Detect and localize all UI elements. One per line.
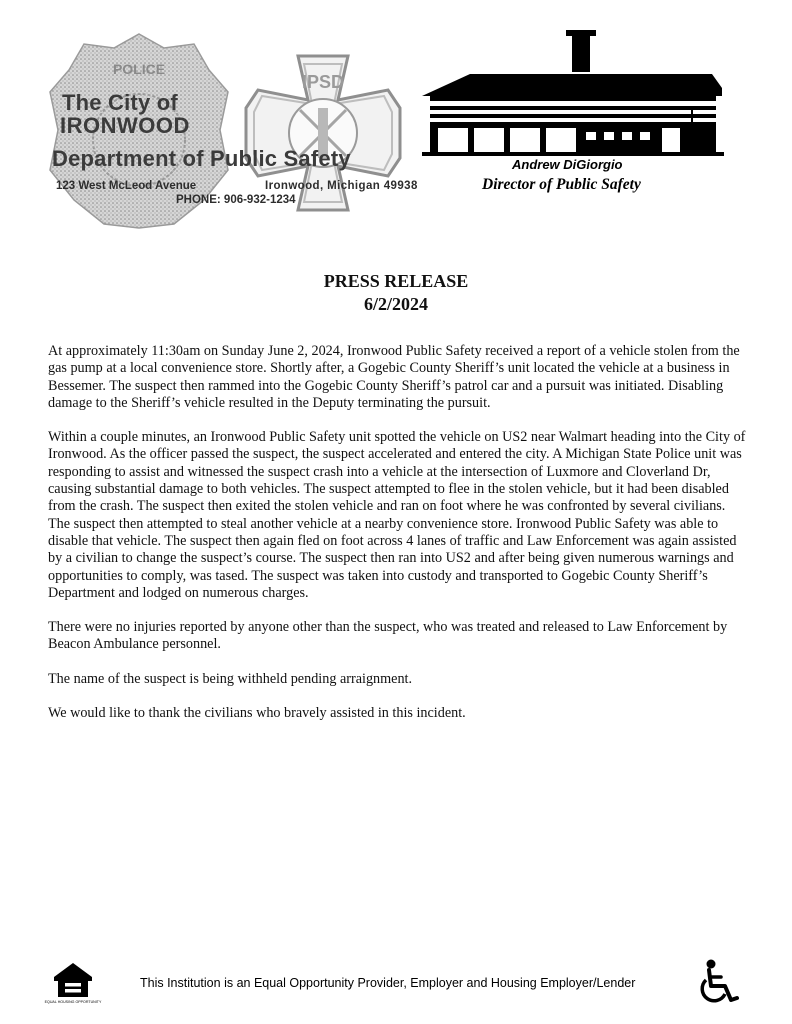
press-release-body — [48, 343, 748, 739]
fire-station-icon — [422, 28, 724, 156]
body-paragraph: There were no injuries reported by anyone other than the suspect, who was treated and released to Law Enforcement by Beacon Ambulance personnel. — [48, 619, 728, 653]
ipsd-cross-icon — [238, 48, 408, 218]
director-title: Director of Public Safety — [482, 176, 641, 193]
address-city: Ironwood, Michigan 49938 — [265, 180, 418, 192]
address-street: 123 West McLeod Avenue — [56, 180, 197, 192]
city-line-1: The City of — [62, 90, 178, 115]
body-paragraph: At approximately 11:30am on Sunday June 2, 2024, Ironwood Public Safety received a report of a vehicle stolen from the gas pump at a local convenience store. Shortly after, a Gogebic County Sheriff’s unit located the vehicle at a business in Bessemer. The suspect then rammed into the Gogebic County Sheriff’s patrol car and a pursuit was initiated. Disabling damage to the Sheriff’s vehicle resulted in the Deputy terminating the pursuit. — [48, 343, 740, 411]
wheelchair-icon — [697, 958, 741, 1008]
equal-opportunity-statement: This Institution is an Equal Opportunity Provider, Employer and Housing Employer/Lender — [140, 976, 636, 990]
department-name: Department of Public Safety — [52, 146, 351, 171]
press-release-title: PRESS RELEASE — [323, 271, 469, 291]
letterhead — [0, 0, 792, 240]
body-paragraph: Within a couple minutes, an Ironwood Public Safety unit spotted the vehicle on US2 near Walmart heading into the City of Ironwood. As the officer passed the suspect, the suspect accelerated and entered the city. A Michigan State Police unit was responding to assist and witnessed the suspect crash into a vehicle at the intersection of Luxmore and Cloverland Dr, causing substantial damage to both vehicles. The suspect attempted to flee in the stolen vehicle, but it had been disabled from the crash. The suspect then exited the stolen vehicle and ran on foot where he was confronted by several civilians. The suspect then attempted to steal another vehicle at a nearby convenience store. Ironwood Public Safety was able to disable that vehicle. The suspect then again fled on foot across 4 lanes of traffic and Law Enforcement was again assisted by a civilian to change the suspect’s course. The suspect then ran into US2 and after being given numerous warnings and opportunities to comply, was tased. The suspect was taken into custody and transported to Gogebic County Sheriff’s Department and lodged on numerous charges. — [48, 429, 746, 601]
body-paragraph: The name of the suspect is being withheld pending arraignment. — [48, 670, 413, 687]
press-release-date: 6/2/2024 — [363, 294, 428, 314]
phone-number: PHONE: 906-932-1234 — [176, 194, 296, 206]
body-paragraph: We would like to thank the civilians who bravely assisted in this incident. — [48, 705, 466, 722]
equal-housing-icon — [44, 961, 102, 1009]
badge-text: POLICE — [112, 61, 166, 77]
city-name-block — [60, 92, 190, 137]
ipsd-logo-text: IPSD — [301, 72, 345, 92]
director-name: Andrew DiGiorgio — [512, 157, 623, 172]
eho-caption: EQUAL HOUSING OPPORTUNITY — [44, 1000, 102, 1004]
city-line-2: IRONWOOD — [60, 113, 190, 138]
